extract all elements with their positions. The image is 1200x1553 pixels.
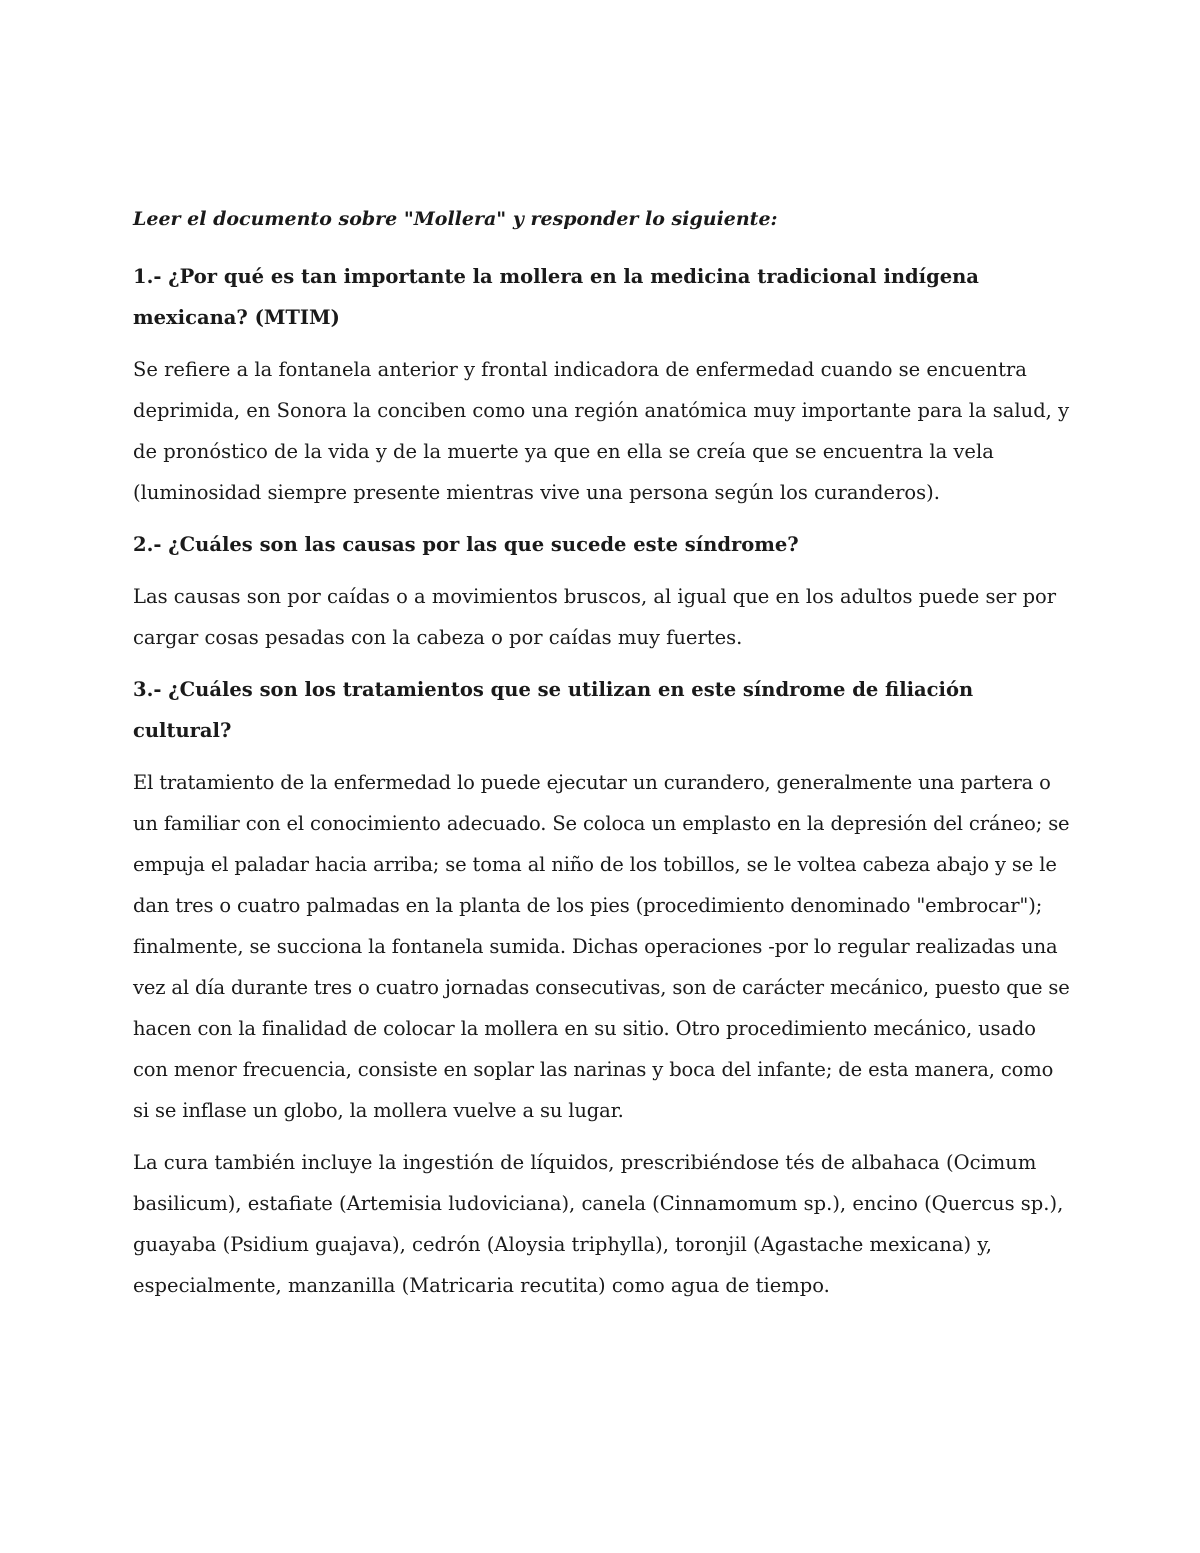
document-body bbox=[133, 204, 1073, 1317]
answer-2: Las causas son por caídas o a movimientos bruscos, al igual que en los adultos puede ser por cargar cosas pesadas con la cabeza o por caídas muy fuertes. bbox=[133, 585, 1057, 649]
question-1: 1.- ¿Por qué es tan importante la mollera en la medicina tradicional indígena mexicana? (MTIM) bbox=[133, 265, 979, 329]
answer-3-paragraph-2: La cura también incluye la ingestión de líquidos, prescribiéndose tés de albahaca (Ocimum basilicum), estafiate (Artemisia ludoviciana), canela (Cinnamomum sp.), encino (Quercus sp.), guayaba (Psidium guajava), cedrón (Aloysia triphylla), toronjil (Agastache mexicana) y, especialmente, manzanilla (Matricaria recutita) como agua de tiempo. bbox=[133, 1151, 1064, 1297]
question-2: 2.- ¿Cuáles son las causas por las que sucede este síndrome? bbox=[133, 533, 799, 556]
answer-3-paragraph-1: El tratamiento de la enfermedad lo puede ejecutar un curandero, generalmente una partera o un familiar con el conocimiento adecuado. Se coloca un emplasto en la depresión del cráneo; se empuja el paladar hacia arriba; se toma al niño de los tobillos, se le voltea cabeza abajo y se le dan tres o cuatro palmadas en la planta de los pies (procedimiento denominado "embrocar"); finalmente, se succiona la fontanela sumida. Dichas operaciones -por lo regular realizadas una vez al día durante tres o cuatro jornadas consecutivas, son de carácter mecánico, puesto que se hacen con la finalidad de colocar la mollera en su sitio. Otro procedimiento mecánico, usado con menor frecuencia, consiste en soplar las narinas y boca del infante; de esta manera, como si se inflase un globo, la mollera vuelve a su lugar. bbox=[133, 771, 1070, 1122]
answer-1: Se refiere a la fontanela anterior y frontal indicadora de enfermedad cuando se encuentra deprimida, en Sonora la conciben como una región anatómica muy importante para la salud, y de pronóstico de la vida y de la muerte ya que en ella se creía que se encuentra la vela (luminosidad siempre presente mientras vive una persona según los curanderos). bbox=[133, 358, 1070, 504]
question-3: 3.- ¿Cuáles son los tratamientos que se utilizan en este síndrome de filiación cultural? bbox=[133, 678, 974, 742]
instructions-heading: Leer el documento sobre "Mollera" y responder lo siguiente: bbox=[133, 208, 778, 230]
